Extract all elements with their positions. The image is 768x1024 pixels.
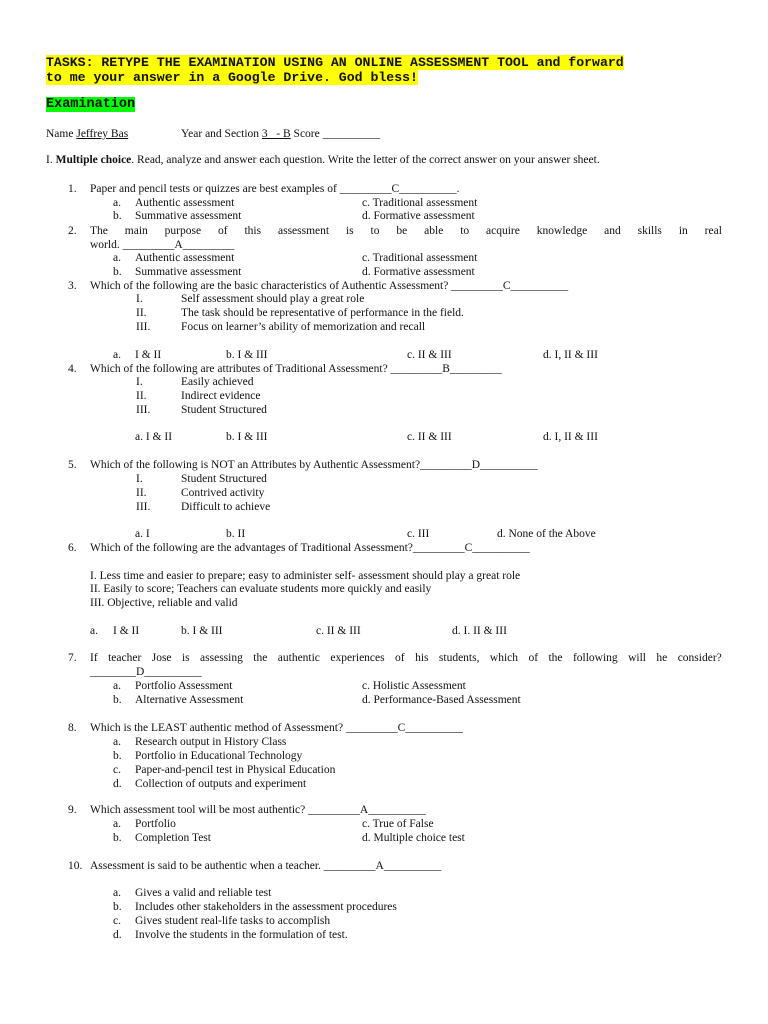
- q9-opt-a-letter: a.: [113, 818, 121, 830]
- q8-opt-d-letter: d.: [113, 778, 122, 790]
- q4-text: Which of the following are attributes of Traditional Assessment? _________B_________: [90, 363, 502, 375]
- q10-opt-c: Gives student real-life tasks to accomplish: [135, 915, 331, 927]
- q7-opt-c: c. Holistic Assessment: [362, 680, 466, 692]
- q5-text: Which of the following is NOT an Attributes by Authentic Assessment?_________D__________: [90, 459, 538, 471]
- q2-opt-d: d. Formative assessment: [362, 266, 475, 278]
- q7-number: 7.: [68, 652, 77, 664]
- q7-word: his: [415, 652, 429, 664]
- q2-word: purpose: [164, 225, 202, 237]
- q6-item-1: I. Less time and easier to prepare; easy to administer self- assessment should play a great role: [90, 570, 521, 582]
- q3-item-3: Focus on learner’s ability of memorization and recall: [181, 321, 426, 333]
- q7-word: of: [528, 652, 539, 664]
- q7-word: which: [489, 652, 519, 664]
- q2-opt-b-letter: b.: [113, 266, 122, 278]
- q8-opt-b: Portfolio in Educational Technology: [135, 750, 303, 762]
- q8-opt-a: Research output in History Class: [135, 736, 287, 748]
- q2-word: be: [396, 225, 408, 237]
- q1-opt-b-letter: b.: [113, 210, 122, 222]
- q7-word: he: [656, 652, 668, 664]
- q7-word: assessing: [200, 652, 243, 664]
- q5-roman-2: II.: [136, 487, 147, 499]
- q10-text: Assessment is said to be authentic when a teacher. _________A__________: [90, 860, 442, 872]
- q9-opt-d: d. Multiple choice test: [362, 832, 465, 844]
- q8-opt-a-letter: a.: [113, 736, 121, 748]
- task-line-1: TASKS: RETYPE THE EXAMINATION USING AN ONLINE ASSESSMENT TOOL and forward: [46, 55, 624, 70]
- q8-number: 8.: [68, 722, 77, 734]
- q7-opt-b: Alternative Assessment: [135, 694, 244, 706]
- q1-opt-a-letter: a.: [113, 197, 121, 209]
- q2-word: this: [244, 225, 262, 237]
- q8-text: Which is the LEAST authentic method of Assessment? _________C__________: [90, 722, 463, 734]
- q7-word: following: [572, 652, 618, 664]
- q10-opt-b-letter: b.: [113, 901, 122, 913]
- q5-roman-1: I.: [136, 473, 143, 485]
- q2-word: skills: [637, 225, 662, 237]
- q8-opt-d: Collection of outputs and experiment: [135, 778, 307, 790]
- q2-word: real: [704, 225, 722, 237]
- q9-opt-a: Portfolio: [135, 818, 176, 830]
- q4-opt-b: b. I & III: [226, 431, 268, 443]
- q6-opt-a-letter: a.: [90, 625, 98, 637]
- q10-opt-a-letter: a.: [113, 887, 121, 899]
- year-value: 3 - B: [261, 128, 291, 140]
- q6-item-2: II. Easily to score; Teachers can evaluate students more quickly and easily: [90, 583, 432, 595]
- q6-opt-a: I & II: [113, 625, 140, 637]
- q9-text: Which assessment tool will be most authentic? _________A__________: [90, 804, 426, 816]
- q6-text: Which of the following are the advantages of Traditional Assessment?_________C__________: [90, 542, 530, 554]
- q3-item-1: Self assessment should play a great role: [181, 293, 365, 305]
- student-name: Jeffrey Bas: [76, 128, 129, 140]
- q10-opt-b: Includes other stakeholders in the assessment procedures: [135, 901, 397, 913]
- q4-roman-1: I.: [136, 376, 143, 388]
- q10-opt-a: Gives a valid and reliable test: [135, 887, 272, 899]
- score-blank: __________: [322, 128, 381, 140]
- instructions: [46, 154, 600, 167]
- q2-opt-c: c. Traditional assessment: [362, 252, 478, 264]
- q2-opt-a: Authentic assessment: [135, 252, 235, 264]
- q4-opt-c: c. II & III: [407, 431, 452, 443]
- q9-number: 9.: [68, 804, 77, 816]
- q2-opt-b: Summative assessment: [135, 266, 242, 278]
- score-label: Score: [293, 128, 320, 140]
- q1-text: Paper and pencil tests or quizzes are best examples of _________C__________.: [90, 183, 460, 195]
- q9-opt-b: Completion Test: [135, 832, 211, 844]
- exam-title-text: Examination: [46, 97, 136, 112]
- q9-opt-b-letter: b.: [113, 832, 122, 844]
- q3-opt-b: b. I & III: [226, 349, 268, 361]
- q2-word: knowledge: [536, 225, 588, 237]
- q7-word: will: [628, 652, 646, 664]
- q2-opt-a-letter: a.: [113, 252, 121, 264]
- year-label: Year and Section: [181, 128, 260, 140]
- q10-opt-d-letter: d.: [113, 929, 122, 941]
- q5-roman-3: III.: [136, 501, 151, 513]
- q4-item-2: Indirect evidence: [181, 390, 261, 402]
- q3-number: 3.: [68, 280, 77, 292]
- exam-title: [46, 98, 135, 111]
- q5-number: 5.: [68, 459, 77, 471]
- q5-opt-a: a. I: [135, 528, 150, 540]
- q4-opt-d: d. I, II & III: [543, 431, 598, 443]
- q7-word: consider?: [677, 652, 722, 664]
- q1-opt-c: c. Traditional assessment: [362, 197, 478, 209]
- q3-roman-2: II.: [136, 307, 147, 319]
- q7-word: If: [90, 652, 98, 664]
- instructions-text: . Read, analyze and answer each question. Write the letter of the correct answer on your answer sheet.: [131, 154, 600, 166]
- q2-word: in: [678, 225, 688, 237]
- q7-opt-b-letter: b.: [113, 694, 122, 706]
- q3-opt-c: c. II & III: [407, 349, 452, 361]
- q7-word: Jose: [151, 652, 172, 664]
- q2-word: to: [370, 225, 380, 237]
- q2-word: is: [345, 225, 354, 237]
- q7-word: the: [548, 652, 563, 664]
- q3-roman-3: III.: [136, 321, 151, 333]
- q1-opt-b: Summative assessment: [135, 210, 242, 222]
- q4-opt-a: a. I & II: [135, 431, 173, 443]
- q7-opt-d: d. Performance-Based Assessment: [362, 694, 521, 706]
- q10-number: 10.: [68, 860, 83, 872]
- q3-opt-a-letter: a.: [113, 349, 121, 361]
- task-instruction: [46, 55, 624, 85]
- q4-item-3: Student Structured: [181, 404, 267, 416]
- q7-opt-a: Portfolio Assessment: [135, 680, 233, 692]
- q2-text-line-1: [90, 225, 722, 238]
- q2-text-line-2: world. _________A_________: [90, 239, 235, 251]
- q9-opt-c: c. True of False: [362, 818, 434, 830]
- q2-word: The: [90, 225, 108, 237]
- student-info-row: [46, 128, 128, 141]
- q3-opt-d: d. I, II & III: [543, 349, 598, 361]
- q8-opt-c-letter: c.: [113, 764, 121, 776]
- q4-item-1: Easily achieved: [181, 376, 254, 388]
- q7-word: the: [253, 652, 268, 664]
- q3-text: Which of the following are the basic characteristics of Authentic Assessment? _________C__________: [90, 280, 569, 292]
- q7-word: teacher: [108, 652, 142, 664]
- q5-opt-c: c. III: [407, 528, 430, 540]
- q7-opt-a-letter: a.: [113, 680, 121, 692]
- q5-item-3: Difficult to achieve: [181, 501, 271, 513]
- q7-word: experiences: [330, 652, 385, 664]
- q3-opt-a: I & II: [135, 349, 162, 361]
- name-label: Name: [46, 128, 74, 140]
- q1-opt-d: d. Formative assessment: [362, 210, 475, 222]
- part-title: Multiple choice: [55, 154, 132, 166]
- q4-number: 4.: [68, 363, 77, 375]
- q6-opt-c: c. II & III: [316, 625, 361, 637]
- q6-opt-d: d. I. II & III: [452, 625, 507, 637]
- q10-opt-c-letter: c.: [113, 915, 121, 927]
- q6-item-3: III. Objective, reliable and valid: [90, 597, 238, 609]
- q7-text-line-1: [90, 652, 722, 665]
- q7-word: is: [181, 652, 190, 664]
- q6-opt-b: b. I & III: [181, 625, 223, 637]
- q2-word: main: [124, 225, 148, 237]
- q7-text-line-2: ________D__________: [90, 666, 202, 678]
- q3-item-2: The task should be representative of performance in the field.: [181, 307, 464, 319]
- q7-word: of: [395, 652, 405, 664]
- q2-word: and: [604, 225, 621, 237]
- q8-opt-c: Paper-and-pencil test in Physical Education: [135, 764, 336, 776]
- q6-number: 6.: [68, 542, 77, 554]
- q1-opt-a: Authentic assessment: [135, 197, 235, 209]
- q5-opt-b: b. II: [226, 528, 246, 540]
- q4-roman-2: II.: [136, 390, 147, 402]
- q4-roman-3: III.: [136, 404, 151, 416]
- q1-number: 1.: [68, 183, 77, 195]
- q5-item-2: Contrived activity: [181, 487, 265, 499]
- task-line-2: to me your answer in a Google Drive. God bless!: [46, 70, 418, 85]
- q7-word: authentic: [277, 652, 320, 664]
- q2-word: to: [460, 225, 470, 237]
- q5-item-1: Student Structured: [181, 473, 267, 485]
- q7-word: students,: [438, 652, 480, 664]
- q2-word: able: [424, 225, 444, 237]
- q2-number: 2.: [68, 225, 77, 237]
- q10-opt-d: Involve the students in the formulation of test.: [135, 929, 348, 941]
- q2-word: acquire: [486, 225, 520, 237]
- q2-word: assessment: [277, 225, 330, 237]
- q3-roman-1: I.: [136, 293, 143, 305]
- part-number: I.: [46, 154, 53, 166]
- year-section: [181, 128, 380, 141]
- q8-opt-b-letter: b.: [113, 750, 122, 762]
- q2-word: of: [217, 225, 228, 237]
- q5-opt-d: d. None of the Above: [497, 528, 596, 540]
